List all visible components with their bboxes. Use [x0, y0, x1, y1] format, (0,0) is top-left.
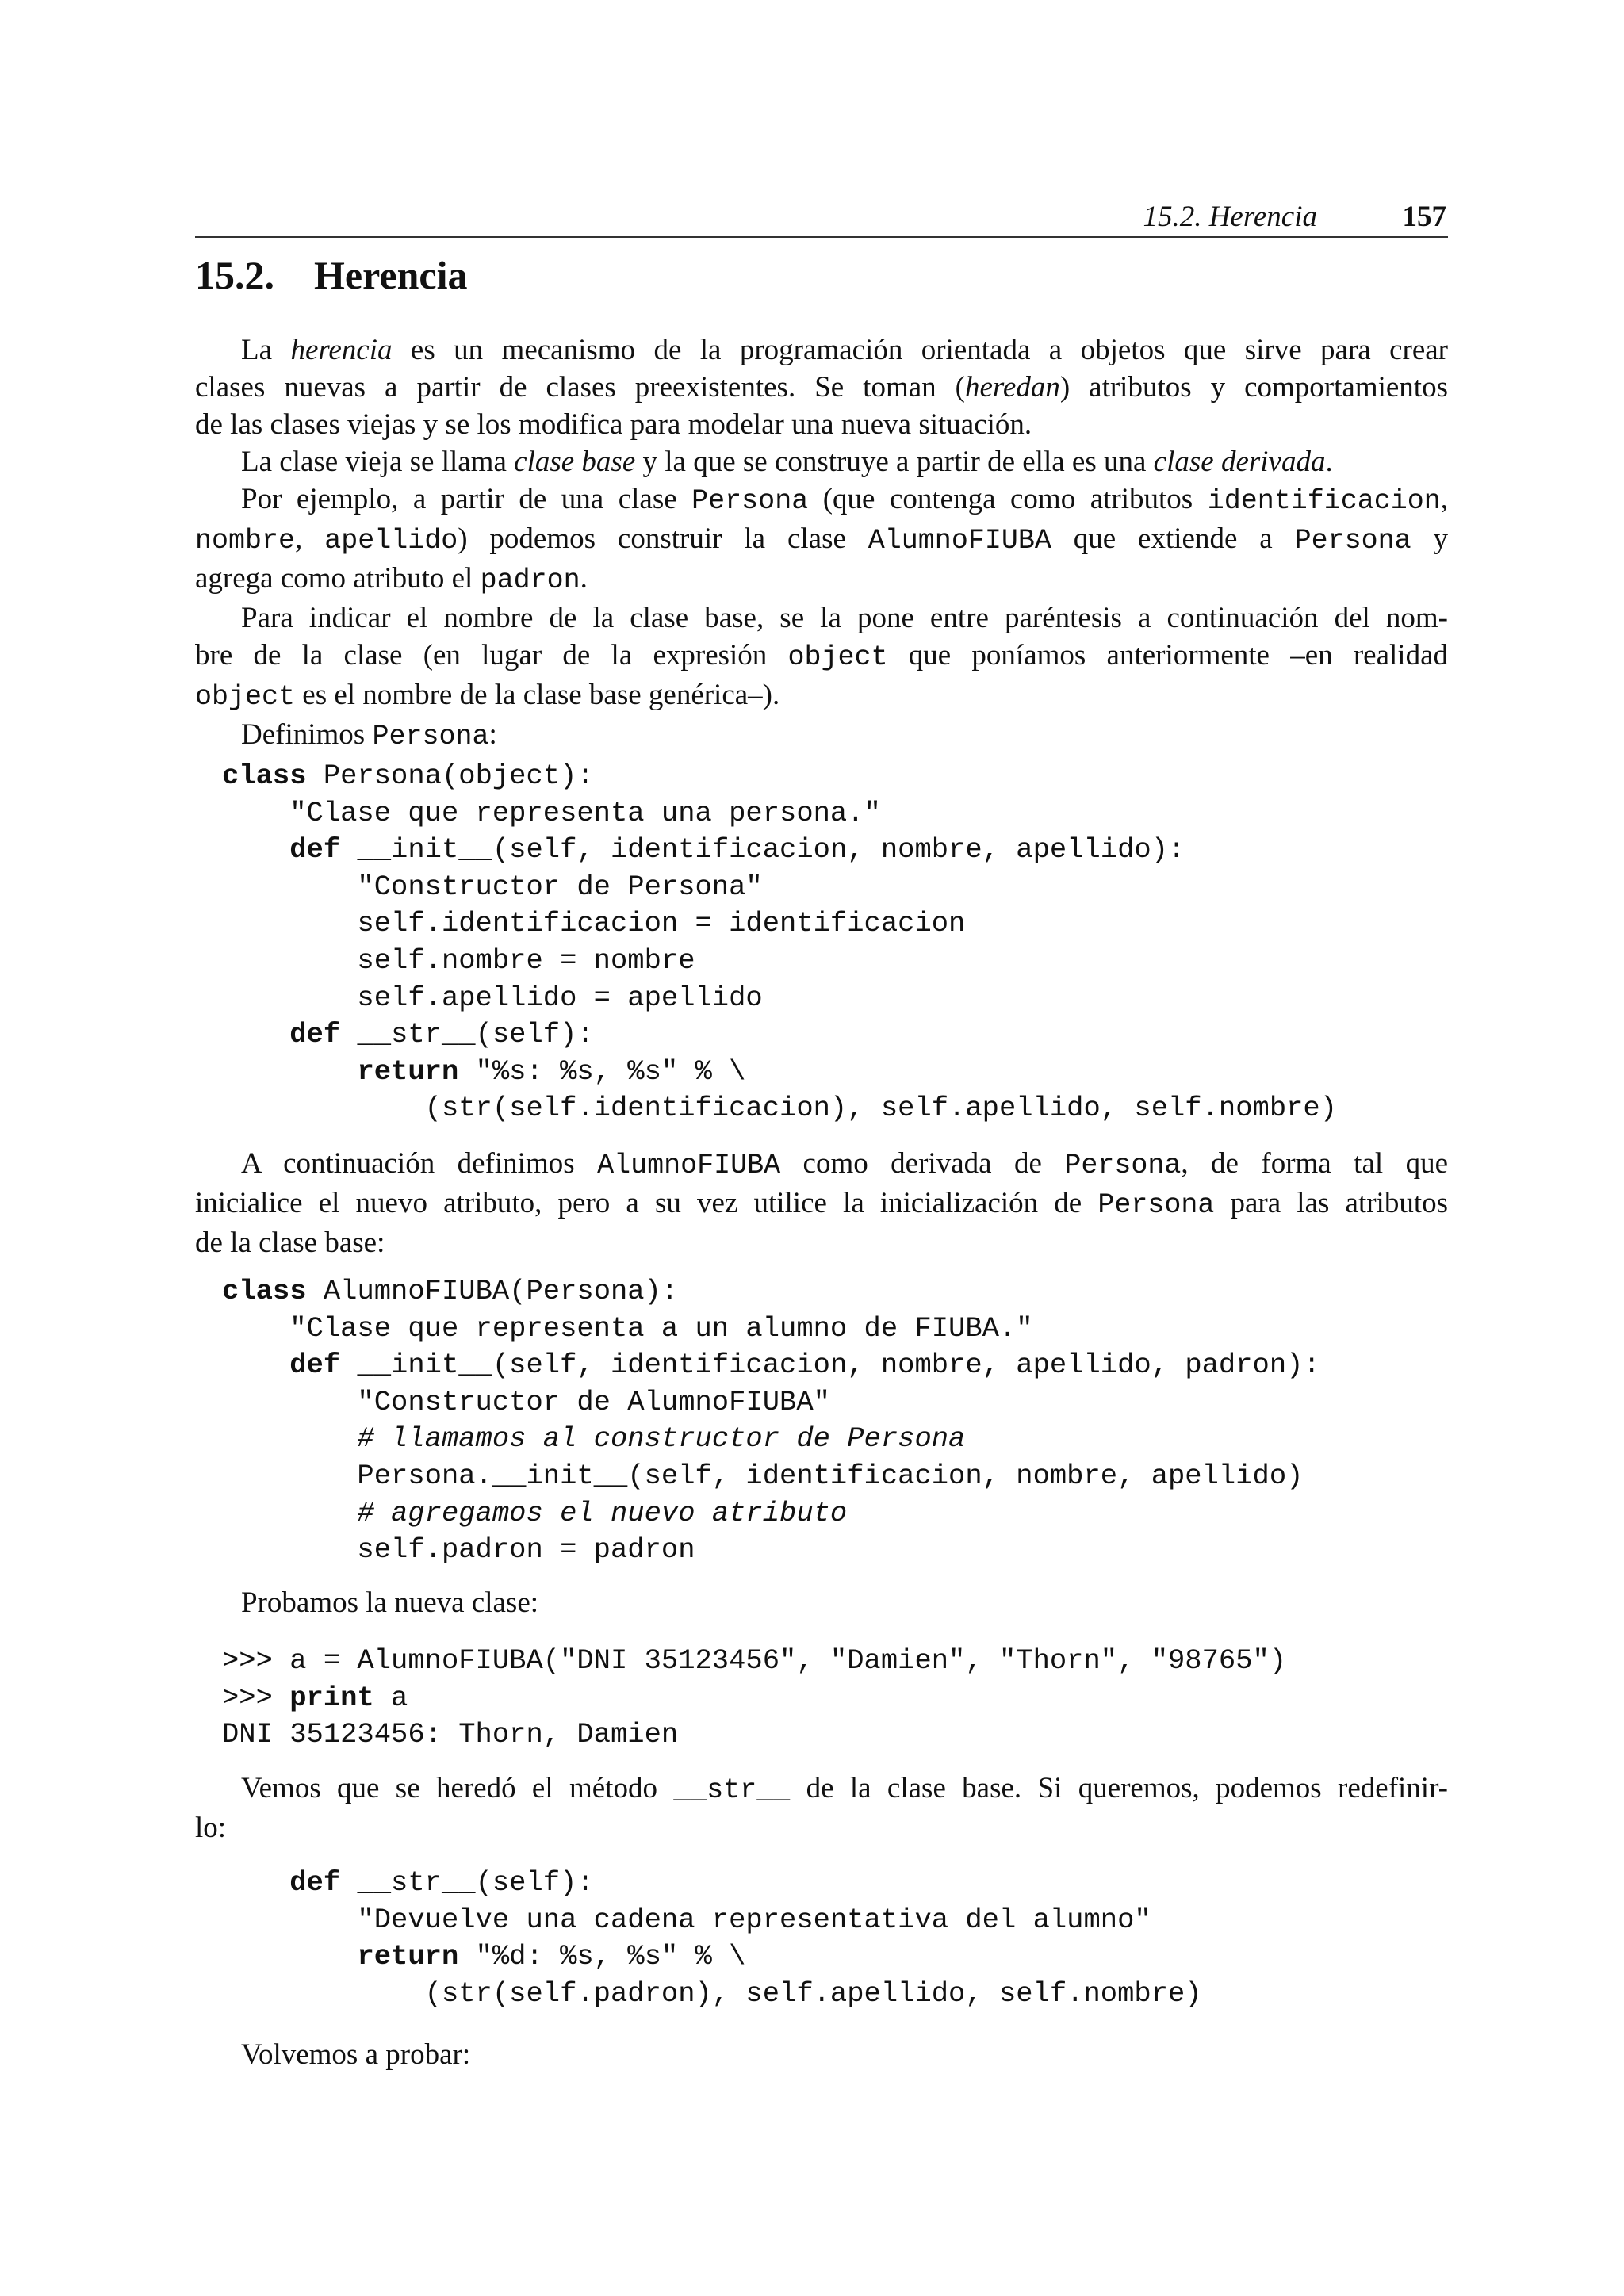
paragraph-clase-base: [195, 443, 1448, 480]
text: .: [580, 562, 588, 595]
line: [195, 1184, 1448, 1224]
inline-code: apellido: [324, 525, 458, 557]
inline-code: Persona: [1294, 525, 1411, 557]
term-herencia: herencia: [290, 334, 393, 366]
inline-code: Persona: [372, 721, 489, 752]
text: clases nuevas a partir de clases preexistentes. Se toman (: [195, 371, 965, 404]
code-line: DNI 35123456: Thorn, Damien: [222, 1718, 679, 1751]
inline-code: identificacion: [1207, 485, 1441, 517]
text: A continuación definimos: [241, 1147, 598, 1180]
code-line: self.nombre = nombre: [222, 943, 695, 977]
text: Vemos que se heredó el método: [241, 1772, 674, 1804]
code-line: return "%d: %s, %s" % \: [357, 1940, 746, 1973]
line: [195, 369, 1448, 406]
section-title: Herencia: [314, 253, 468, 297]
text: que extiende a: [1051, 522, 1295, 555]
text: y: [1411, 522, 1449, 555]
code-line: self.apellido = apellido: [222, 981, 763, 1014]
text: ) atributos y comportamientos: [1059, 371, 1448, 404]
code-line: # llamamos al constructor de Persona: [357, 1422, 966, 1456]
code-block-interactive: [222, 1643, 1286, 1754]
line: [195, 1584, 1448, 1621]
text: como derivada de: [780, 1147, 1065, 1180]
code-line: self.padron = padron: [222, 1533, 695, 1567]
code-line: "Constructor de Persona": [222, 870, 763, 903]
code-line: # agregamos el nuevo atributo: [357, 1496, 848, 1529]
line: [195, 560, 1448, 599]
line: [195, 716, 1448, 756]
text: Volvemos a probar:: [241, 2038, 471, 2071]
line: [195, 2036, 1448, 2073]
paragraph-alumnofiuba: [195, 1145, 1448, 1261]
line: [195, 599, 1448, 637]
section-heading: [195, 252, 467, 298]
text: de las clases viejas y se los modifica para modelar una nueva situación.: [195, 408, 1032, 441]
text: La clase vieja se llama: [241, 446, 515, 478]
line: [195, 1809, 1448, 1846]
line: [195, 637, 1448, 676]
text: Por ejemplo, a partir de una clase: [241, 483, 692, 515]
line: [195, 331, 1448, 369]
line: [195, 1224, 1448, 1261]
code-line: def __init__(self, identificacion, nombre, apellido, padron):: [289, 1349, 1320, 1382]
line: [195, 1770, 1448, 1809]
code-line: class Persona(object):: [222, 760, 594, 792]
text: ,: [1440, 483, 1448, 515]
text: agrega como atributo el: [195, 562, 481, 595]
term-heredan: heredan: [964, 371, 1060, 404]
paragraph-volvemos: [195, 2036, 1448, 2073]
code-line: (str(self.identificacion), self.apellido, self.nombre): [222, 1092, 1338, 1125]
code-line: >>> a = AlumnoFIUBA("DNI 35123456", "Damien", "Thorn", "98765"): [222, 1644, 1287, 1677]
term-clase-derivada: clase derivada: [1153, 446, 1326, 478]
line: [195, 676, 1448, 716]
code-line: def __init__(self, identificacion, nombre, apellido):: [289, 833, 1185, 867]
inline-code: __str__: [673, 1774, 791, 1806]
text: de la clase base:: [195, 1226, 385, 1259]
text: que poníamos anteriormente –en realidad: [887, 639, 1448, 672]
code-line: def __str__(self):: [289, 1018, 594, 1051]
code-block-persona: [222, 758, 1337, 1127]
code-block-alumnofiuba: [222, 1273, 1320, 1569]
text: es un mecanismo de la programación orientada a objetos que sirve para crear: [392, 334, 1449, 366]
text: es el nombre de la clase base genérica–).: [295, 679, 780, 711]
code-line: self.identificacion = identificacion: [222, 907, 966, 940]
line: [195, 1145, 1448, 1184]
code-line: (str(self.padron), self.apellido, self.nombre): [222, 1976, 1202, 2010]
inline-code: object: [195, 681, 296, 713]
text: (que contenga como atributos: [808, 483, 1208, 515]
code-line: "Clase que representa a un alumno de FIUBA.": [222, 1311, 1033, 1345]
text: .: [1325, 446, 1333, 478]
code-block-str-override: [222, 1865, 1202, 2012]
text: ,: [295, 522, 325, 555]
text: :: [488, 718, 497, 751]
text: inicialice el nuevo atributo, pero a su vez utilice la inicialización de: [195, 1187, 1098, 1219]
code-line: def __str__(self):: [289, 1866, 594, 1899]
text: Para indicar el nombre de la clase base, se la pone entre paréntesis a continuación del nom-: [241, 602, 1448, 634]
inline-code: Persona: [1097, 1189, 1215, 1221]
section-number: 15.2.: [195, 253, 274, 297]
code-line: return "%s: %s, %s" % \: [357, 1054, 746, 1088]
running-head: [195, 200, 1448, 238]
text: lo:: [195, 1812, 227, 1844]
inline-code: padron: [480, 564, 580, 596]
line: [195, 406, 1448, 443]
text: bre de la clase (en lugar de la expresión: [195, 639, 788, 672]
text: para las atributos: [1214, 1187, 1448, 1219]
code-line: class AlumnoFIUBA(Persona):: [222, 1275, 679, 1307]
text: de la clase base. Si queremos, podemos redefinir-: [790, 1772, 1448, 1804]
text: La: [241, 334, 291, 366]
code-line: >>> print a: [222, 1681, 408, 1714]
line: [195, 480, 1448, 520]
text: Definimos: [241, 718, 373, 751]
paragraph-herencia-definition: [195, 331, 1448, 756]
inline-code: nombre: [195, 525, 296, 557]
text: ) podemos construir la clase: [458, 522, 868, 555]
paragraph-probamos: [195, 1584, 1448, 1621]
text: y la que se construye a partir de ella es una: [635, 446, 1154, 478]
inline-code: AlumnoFIUBA: [868, 525, 1051, 557]
page-number: 157: [1402, 201, 1446, 233]
code-line: "Clase que representa una persona.": [222, 796, 881, 829]
text: , de forma tal que: [1181, 1147, 1448, 1180]
text: Probamos la nueva clase:: [241, 1586, 539, 1619]
inline-code: AlumnoFIUBA: [597, 1150, 781, 1181]
code-line: "Devuelve una cadena representativa del alumno": [222, 1903, 1151, 1936]
line: [195, 520, 1448, 560]
running-head-section: 15.2. Herencia: [1143, 201, 1317, 233]
inline-code: object: [787, 641, 888, 673]
code-line: "Constructor de AlumnoFIUBA": [222, 1385, 830, 1418]
paragraph-vemos: [195, 1770, 1448, 1846]
code-line: Persona.__init__(self, identificacion, nombre, apellido): [222, 1459, 1304, 1492]
inline-code: Persona: [691, 485, 809, 517]
inline-code: Persona: [1064, 1150, 1182, 1181]
term-clase-base: clase base: [514, 446, 636, 478]
